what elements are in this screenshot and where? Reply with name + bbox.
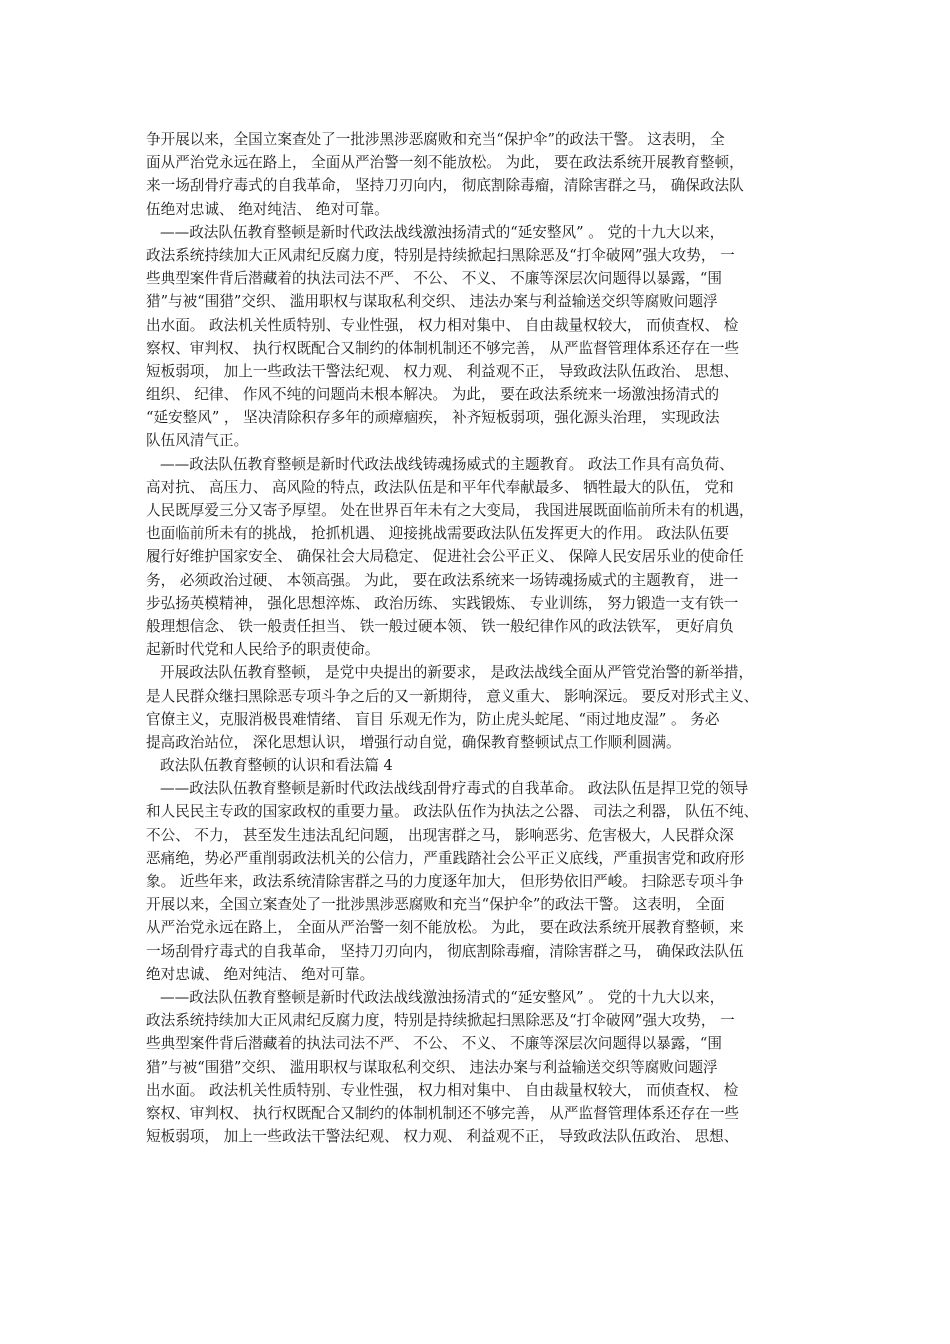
text-line: 些典型案件背后潜藏着的执法司法不严、 不公、 不义、 不廉等深层次问题得以暴露，“围	[146, 1035, 722, 1053]
text-line: 高对抗、 高压力、 高风险的特点，政法队伍是和平年代奉献最多、 牺牲最大的队伍， 党和	[146, 478, 734, 496]
text-line: 短板弱项， 加上一些政法干警法纪观、 权力观、 利益观不正， 导致政法队伍政治、 思想、	[146, 1128, 739, 1146]
text-line: 猎”与被“围猎”交织、 滥用职权与谋取私利交织、 违法办案与利益输送交织等腐败问题浮	[146, 1058, 718, 1076]
text-line: “延安整风” ， 坚决清除积存多年的顽瘴痼疾， 补齐短板弱项，强化源头治理， 实现政法	[146, 409, 720, 427]
text-line: 伍绝对忠诚、 绝对纯洁、 绝对可靠。	[146, 200, 389, 218]
text-line: 和人民民主专政的国家政权的重要力量。 政法队伍作为执法之公器、 司法之利器， 队伍不纯、	[146, 803, 759, 821]
text-line: ——政法队伍教育整顿是新时代政法战线刮骨疗毒式的自我革命。 政法队伍是捍卫党的领导	[160, 780, 749, 798]
text-line: 面从严治党永远在路上， 全面从严治警一刻不能放松。 为此， 要在政法系统开展教育整顿，	[146, 154, 744, 172]
text-line: 也面临前所未有的挑战， 抢抓机遇、 迎接挑战需要政法队伍发挥更大的作用。 政法队伍要	[146, 525, 730, 543]
text-line: 开展政法队伍教育整顿， 是党中央提出的新要求， 是政法战线全面从严管党治警的新举措，	[160, 664, 754, 682]
text-line: 察权、审判权、 执行权既配合又制约的体制机制还不够完善， 从严监督管理体系还存在一些	[146, 339, 740, 357]
text-line: 组织、 纪律、 作风不纯的问题尚未根本解决。 为此， 要在政法系统来一场激浊扬清式的	[146, 386, 720, 404]
text-line: 般理想信念、 铁一般责任担当、 铁一般过硬本领、 铁一般纪律作风的政法铁军， 更好肩负	[146, 617, 734, 635]
text-line: 恶痛绝，势必严重削弱政法机关的公信力，严重践踏社会公平正义底线，严重损害党和政府形	[146, 849, 745, 867]
text-line: 猎”与被“围猎”交织、 滥用职权与谋取私利交织、 违法办案与利益输送交织等腐败问题浮	[146, 293, 718, 311]
text-line: 是人民群众继扫黑除恶专项斗争之后的又一新期待， 意义重大、 影响深远。 要反对形式主义、	[146, 687, 759, 705]
text-line: 不公、 不力， 甚至发生违法乱纪问题， 出现害群之马， 影响恶劣、危害极大，人民群众深	[146, 826, 734, 844]
text-line: 开展以来，全国立案查处了一批涉黑涉恶腐败和充当“保护伞”的政法干警。 这表明， 全面	[146, 896, 725, 914]
text-line: 队伍风清气正。	[146, 432, 249, 450]
text-line: 人民既厚爱三分又寄予厚望。 处在世界百年未有之大变局， 我国进展既面临前所未有的机遇，	[146, 502, 754, 519]
text-line: 出水面。 政法机关性质特别、专业性强， 权力相对集中、 自由裁量权较大， 而侦查权、 检	[146, 1081, 739, 1099]
text-line: 象。 近些年来，政法系统清除害群之马的力度逐年加大， 但形势依旧严峻。 扫除恶专项斗争	[146, 873, 744, 890]
text-line: 些典型案件背后潜藏着的执法司法不严、 不公、 不义、 不廉等深层次问题得以暴露，“围	[146, 270, 722, 288]
text-line: ——政法队伍教育整顿是新时代政法战线激浊扬清式的“延安整风” 。 党的十九大以来，	[160, 223, 725, 241]
text-line: 务， 必须政治过硬、 本领高强。 为此， 要在政法系统来一场铸魂扬威式的主题教育， 进一	[146, 571, 739, 589]
text-line: 一场刮骨疗毒式的自我革命， 坚持刀刃向内， 彻底割除毒瘤，清除害群之马， 确保政法队伍	[146, 942, 744, 960]
text-line: 履行好维护国家安全、 确保社会大局稳定、 促进社会公平正义、 保障人民安居乐业的使命任	[146, 548, 744, 566]
text-line: 绝对忠诚、 绝对纯洁、 绝对可靠。	[146, 965, 375, 983]
text-line: 争开展以来，全国立案查处了一批涉黑涉恶腐败和充当“保护伞”的政法干警。 这表明， 全	[146, 131, 725, 148]
text-line: 察权、审判权、 执行权既配合又制约的体制机制还不够完善， 从严监督管理体系还存在一些	[146, 1104, 740, 1122]
text-line: ——政法队伍教育整顿是新时代政法战线铸魂扬威式的主题教育。 政法工作具有高负荷、	[160, 455, 734, 473]
text-line: 从严治党永远在路上， 全面从严治警一刻不能放松。 为此， 要在政法系统开展教育整顿，来	[146, 919, 744, 937]
text-line: 起新时代党和人民给予的职责使命。	[146, 641, 380, 659]
text-line: 步弘扬英模精神， 强化思想淬炼、 政治历练、 实践锻炼、 专业训练， 努力锻造一支有铁一	[146, 594, 739, 612]
text-line: 来一场刮骨疗毒式的自我革命， 坚持刀刃向内， 彻底割除毒瘤，清除害群之马， 确保政法队	[146, 177, 744, 195]
text-line: 短板弱项， 加上一些政法干警法纪观、 权力观、 利益观不正， 导致政法队伍政治、 思想、	[146, 362, 739, 380]
text-line: 提高政治站位， 深化思想认识， 增强行动自觉，确保教育整顿试点工作顺利圆满。	[146, 733, 681, 751]
text-line: 官僚主义，克服消极畏难情绪、 盲目 乐观无作为，防止虎头蛇尾、“雨过地皮湿” 。 务必	[146, 710, 720, 728]
text-line: 政法队伍教育整顿的认识和看法篇 4	[160, 757, 393, 775]
text-line: 政法系统持续加大正风肃纪反腐力度，特别是持续掀起扫黑除恶及“打伞破网”强大攻势， 一	[146, 1012, 735, 1030]
text-line: 出水面。 政法机关性质特别、专业性强， 权力相对集中、 自由裁量权较大， 而侦查权、 检	[146, 316, 739, 334]
text-line: 政法系统持续加大正风肃纪反腐力度，特别是持续掀起扫黑除恶及“打伞破网”强大攻势， 一	[146, 246, 735, 264]
document-body	[146, 128, 814, 1148]
text-line: ——政法队伍教育整顿是新时代政法战线激浊扬清式的“延安整风” 。 党的十九大以来，	[160, 988, 725, 1006]
